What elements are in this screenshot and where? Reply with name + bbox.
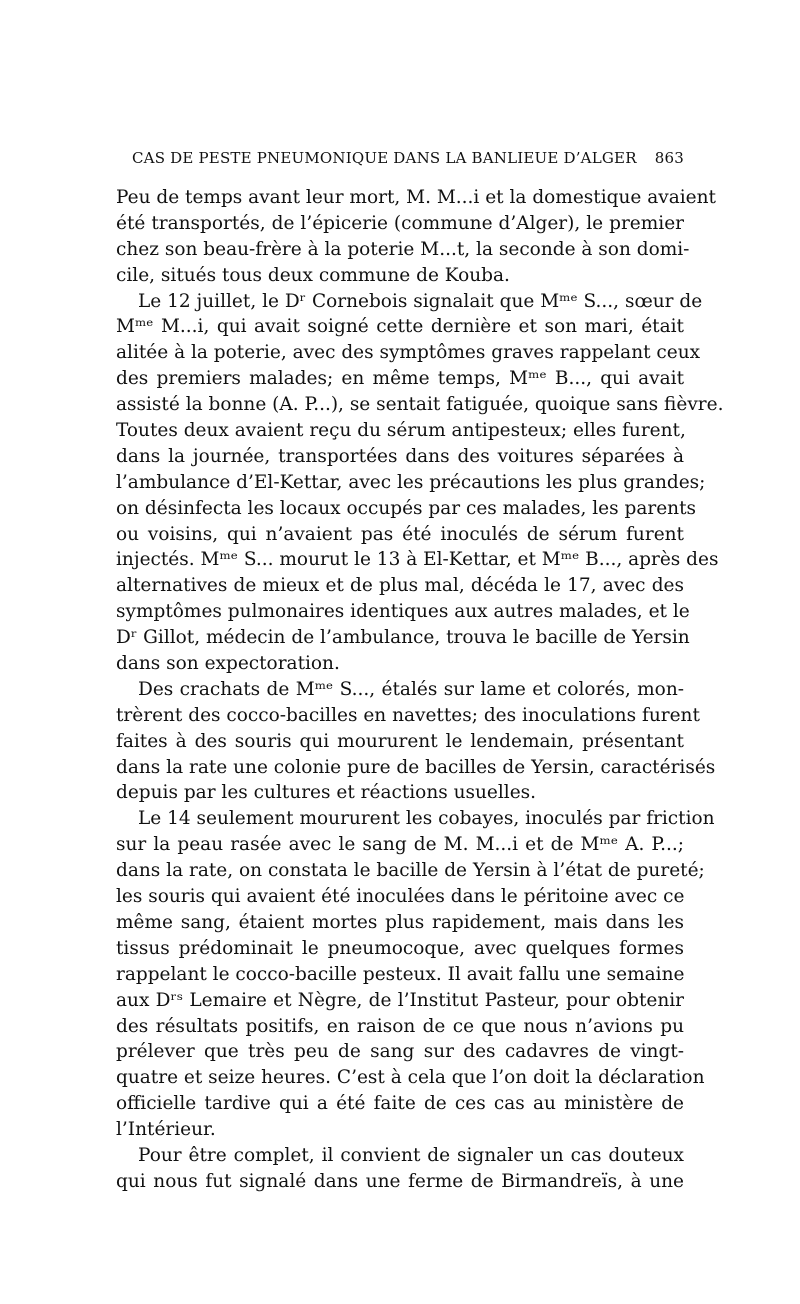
text-line: trèrent des cocco-bacilles en navettes; des inoculations furent [116,704,700,726]
text-line: tissus prédominait le pneumocoque, avec quelques formes [116,937,684,959]
page-number: 863 [654,149,684,167]
text-line: officielle tardive qui a été faite de ces cas au ministère de [116,1093,684,1115]
text-line: faites à des souris qui moururent le lendemain, présentant [116,730,684,752]
text-line: Le 14 seulement moururent les cobayes, inoculés par friction [138,808,715,830]
text-line: sur la peau rasée avec le sang de M. M...i et de Mᵐᵉ A. P...; [116,834,684,856]
text-line: Mᵐᵉ M...i, qui avait soigné cette dernière et son mari, était [116,316,684,338]
text-line: ou voisins, qui n’avaient pas été inoculés de sérum furent [116,523,684,545]
body-text [116,185,724,1195]
text-line: Des crachats de Mᵐᵉ S..., étalés sur lame et colorés, mon- [138,678,684,700]
running-title: CAS DE PESTE PNEUMONIQUE DANS LA BANLIEUE D’ALGER [132,149,637,167]
text-line: quatre et seize heures. C’est à cela que l’on doit la déclaration [116,1067,705,1089]
text-line: Dʳ Gillot, médecin de l’ambulance, trouva le bacille de Yersin [116,627,690,649]
text-line: cile, situés tous deux commune de Kouba. [116,264,510,286]
text-line: les souris qui avaient été inoculées dans le péritoine avec ce [116,886,685,908]
text-line: symptômes pulmonaires identiques aux autres malades, et le [116,601,690,623]
text-line: l’ambulance d’El-Kettar, avec les précautions les plus grandes; [116,471,706,493]
text-line: alitée à la poterie, avec des symptômes graves rappelant ceux [116,342,701,364]
text-line: aux Dʳˢ Lemaire et Nègre, de l’Institut Pasteur, pour obtenir [116,989,684,1011]
text-line: des premiers malades; en même temps, Mᵐᵉ B..., qui avait [116,368,684,390]
text-line: été transportés, de l’épicerie (commune d’Alger), le premier [116,212,684,234]
text-line: dans la rate une colonie pure de bacilles de Yersin, caractérisés [116,756,716,778]
text-line: Pour être complet, il convient de signaler un cas douteux [138,1144,684,1166]
text-line: on désinfecta les locaux occupés par ces malades, les parents [116,497,696,519]
text-line: prélever que très peu de sang sur des cadavres de vingt- [116,1041,684,1063]
text-line: chez son beau-frère à la poterie M...t, la seconde à son domi- [116,238,690,260]
text-line: qui nous fut signalé dans une ferme de Birmandreïs, à une [116,1170,684,1192]
text-line: dans son expectoration. [116,653,340,675]
text-line: l’Intérieur. [116,1119,216,1141]
text-line: Peu de temps avant leur mort, M. M...i et la domestique avaient [116,187,716,208]
text-line: dans la journée, transportées dans des voitures séparées à [116,445,684,467]
running-header [132,149,684,167]
text-line: même sang, étaient mortes plus rapidement, mais dans les [116,911,684,933]
text-line: depuis par les cultures et réactions usuelles. [116,782,537,804]
text-line: dans la rate, on constata le bacille de Yersin à l’état de pureté; [116,860,705,882]
text-line: assisté la bonne (A. P...), se sentait fatiguée, quoique sans fièvre. [116,394,724,416]
text-line: Le 12 juillet, le Dʳ Cornebois signalait que Mᵐᵉ S..., sœur de [138,290,703,312]
text-line: des résultats positifs, en raison de ce que nous n’avions pu [116,1015,684,1037]
text-line: injectés. Mᵐᵉ S... mourut le 13 à El-Kettar, et Mᵐᵉ B..., après des [116,549,719,571]
text-line: Toutes deux avaient reçu du sérum antipesteux; elles furent, [116,420,686,442]
text-line: alternatives de mieux et de plus mal, décéda le 17, avec des [116,575,684,597]
text-line: rappelant le cocco-bacille pesteux. Il avait fallu une semaine [116,963,685,985]
